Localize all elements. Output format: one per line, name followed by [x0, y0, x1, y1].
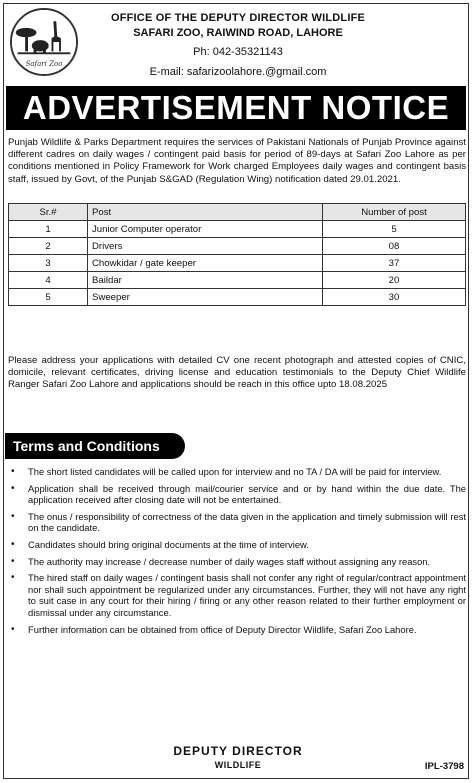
- list-item: • Further information can be obtained from office of Deputy Director Wildlife, Safari Zoo Lahore.: [8, 624, 466, 636]
- apply-paragraph: Please address your applications with detailed CV one recent photograph and attested copies of CNIC, domicile, relevant certificates, driving license and education testimonials to the Deputy Chief Wildlife Ranger Safari Zoo Lahore and applications should be reach in this office upto 18.08.2025: [8, 355, 466, 391]
- table-header-row: [9, 204, 466, 221]
- list-item: • The hired staff on daily wages / contingent basis shall not confer any right of regular/contract appointment nor shall such appointment be regularized under any circumstances. Further, they will not have any right to suit case in any court for their hiring / firing or any other reason related to their further employment or dismissal under any circumstance.: [8, 572, 466, 618]
- office-title: OFFICE OF THE DEPUTY DIRECTOR WILDLIFE: [110, 12, 366, 24]
- cell-post: Baildar: [88, 272, 323, 289]
- office-email: E-mail: safarizoolahore.@gmail.com: [149, 66, 327, 78]
- terms-heading: Terms and Conditions: [5, 433, 185, 459]
- cell-sr: 2: [9, 238, 88, 255]
- signatory-title: DEPUTY DIRECTOR: [173, 744, 303, 758]
- list-item: • The onus / responsibility of correctness of the data given in the application and timely submission will rest on the candidate.: [8, 511, 466, 534]
- cell-post: Chowkidar / gate keeper: [88, 255, 323, 272]
- cell-number: 37: [323, 255, 466, 272]
- list-item: • The short listed candidates will be called upon for interview and no TA / DA will be paid for interview.: [8, 466, 466, 478]
- list-item: • The authority may increase / decrease number of daily wages staff without assigning any reason.: [8, 556, 466, 568]
- cell-sr: 3: [9, 255, 88, 272]
- cell-sr: 5: [9, 289, 88, 306]
- cell-sr: 4: [9, 272, 88, 289]
- reference-code: IPL-3798: [424, 761, 464, 772]
- cell-number: 08: [323, 238, 466, 255]
- cell-sr: 1: [9, 221, 88, 238]
- intro-paragraph: Punjab Wildlife & Parks Department requires the services of Pakistani Nationals of Punjab Province against different cadres on daily wages / contingent paid basis for period of 89-days at Safari Zoo Lahore as per conditions mentioned in Policy Framework for Work charged Employees daily wages and contingent basis staff, issued by Govt, of the Punjab S&GAD (Regulation Wing) notification dated 29.01.2021.: [8, 137, 466, 185]
- terms-list: [8, 466, 466, 640]
- header-sr: Sr.#: [9, 204, 88, 221]
- table-row: [9, 255, 466, 272]
- cell-post: Drivers: [88, 238, 323, 255]
- posts-table: [8, 203, 466, 306]
- signatory-subtitle: WILDLIFE: [214, 760, 262, 770]
- table-row: [9, 272, 466, 289]
- logo-text: Safari Zoo: [25, 60, 63, 68]
- cell-number: 20: [323, 272, 466, 289]
- table-row: [9, 289, 466, 306]
- advertisement-banner: ADVERTISEMENT NOTICE: [6, 86, 466, 130]
- table-row: [9, 238, 466, 255]
- table-row: [9, 221, 466, 238]
- office-address: SAFARI ZOO, RAIWIND ROAD, LAHORE: [133, 27, 343, 39]
- list-item: • Candidates should bring original documents at the time of interview.: [8, 539, 466, 551]
- cell-post: Junior Computer operator: [88, 221, 323, 238]
- office-phone: Ph: 042-35321143: [193, 46, 283, 58]
- header-number: Number of post: [323, 204, 466, 221]
- list-item: • Application shall be received through mail/courier service and or by hand within the due date. The application received after closing date will not be entertained.: [8, 483, 466, 506]
- safari-zoo-logo: [10, 8, 78, 76]
- cell-number: 30: [323, 289, 466, 306]
- cell-post: Sweeper: [88, 289, 323, 306]
- cell-number: 5: [323, 221, 466, 238]
- header-post: Post: [88, 204, 323, 221]
